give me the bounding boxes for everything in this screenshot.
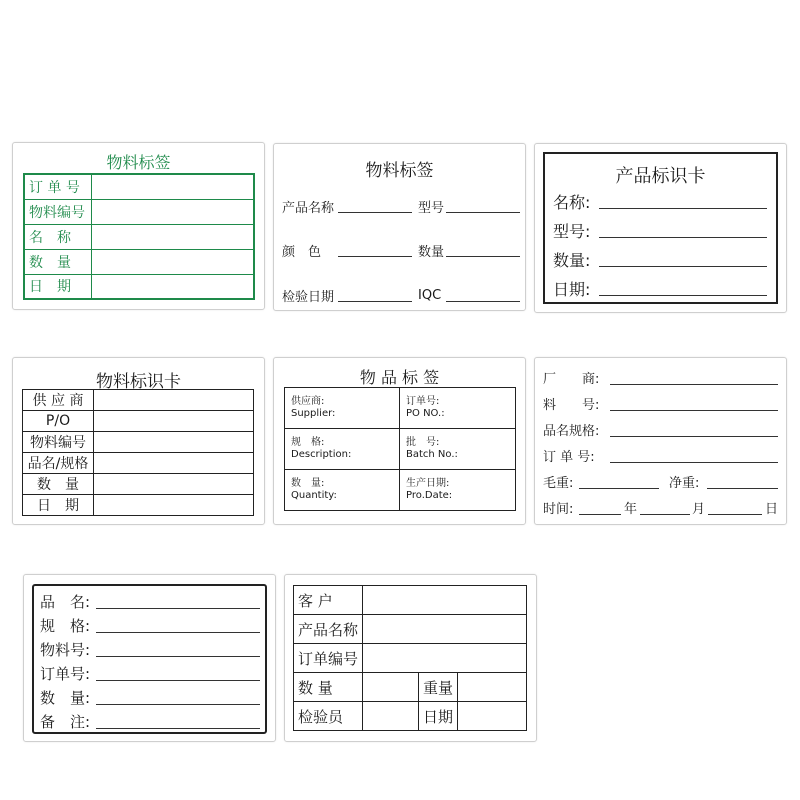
label-table	[22, 389, 254, 516]
order-no-label: 订单编号	[294, 644, 363, 673]
spec-line	[610, 436, 778, 437]
inspect-date-label: 检验日期	[282, 290, 335, 305]
inspect-date-line	[338, 301, 412, 302]
card-title: 物料标签	[365, 161, 434, 181]
table-row	[23, 411, 254, 432]
color-label: 颜 色	[282, 245, 322, 260]
material-label-card-green	[12, 142, 265, 310]
gross-weight-line	[579, 488, 659, 489]
row-label: 供 应 商	[23, 390, 94, 411]
material-label-card-lines	[273, 143, 526, 311]
cell-label-cn: 规 格:	[291, 437, 325, 448]
blank-field	[91, 249, 254, 274]
qty-label: 数量	[418, 245, 445, 260]
blank-field	[94, 495, 254, 516]
cell-label-cn: 订单号:	[406, 396, 440, 407]
cell-label-en: PO NO.:	[406, 408, 445, 419]
blank-field	[363, 702, 419, 731]
name-label: 名称:	[553, 193, 591, 212]
qty-line	[599, 266, 767, 267]
table-row	[24, 199, 254, 224]
label-table	[284, 387, 516, 511]
blank-field	[91, 224, 254, 249]
row-label: 品名/规格	[23, 453, 94, 474]
manufacturer-line	[610, 384, 778, 385]
product-name-label: 产品名称	[282, 201, 335, 216]
qty-label: 数量:	[553, 251, 591, 270]
row-label: 物料编号	[24, 199, 91, 224]
table-row	[294, 615, 527, 644]
qty-label: 数 量:	[40, 689, 91, 707]
order-no-line	[610, 462, 778, 463]
row-label: 名 称	[24, 224, 91, 249]
time-label: 时间:	[543, 502, 574, 517]
label-table	[23, 173, 255, 300]
material-no-line	[610, 410, 778, 411]
product-id-card	[534, 143, 787, 313]
table-row	[285, 429, 516, 470]
blank-field	[363, 644, 527, 673]
row-label: 数 量	[23, 474, 94, 495]
cell-label-cn: 生产日期:	[406, 478, 450, 489]
cell-label-en: Pro.Date:	[406, 490, 453, 501]
blank-field	[94, 390, 254, 411]
inspector-label: 检验员	[294, 702, 363, 731]
card-title: 产品标识卡	[615, 166, 706, 187]
table-row	[23, 474, 254, 495]
model-line	[599, 237, 767, 238]
row-label: P/O	[23, 411, 94, 432]
spec-label: 品名规格:	[543, 424, 600, 439]
gross-weight-label: 毛重:	[543, 476, 574, 491]
blank-field	[91, 199, 254, 224]
net-weight-label: 净重:	[669, 476, 700, 491]
qty-line	[96, 704, 260, 705]
quantity-cell	[285, 470, 400, 511]
order-no-cell	[400, 388, 516, 429]
spec-line	[96, 632, 260, 633]
material-no-label: 物料号:	[40, 641, 91, 659]
year-label: 年	[624, 502, 638, 517]
blank-field	[458, 702, 527, 731]
cell-label-en: Supplier:	[291, 408, 336, 419]
table-row	[24, 274, 254, 299]
blank-field	[363, 615, 527, 644]
customer-label-card	[284, 574, 537, 742]
month-label: 月	[692, 502, 706, 517]
blank-field	[458, 673, 527, 702]
item-name-line	[96, 608, 260, 609]
card-title: 物料标识卡	[96, 372, 181, 392]
qty-label: 数 量	[294, 673, 363, 702]
cell-label-cn: 供应商:	[291, 396, 325, 407]
cell-label-en: Quantity:	[291, 490, 337, 501]
table-row	[285, 470, 516, 511]
blank-field	[91, 274, 254, 299]
blank-field	[91, 174, 254, 199]
model-label: 型号:	[553, 222, 591, 241]
material-id-card	[12, 357, 265, 525]
qty-line	[446, 256, 520, 257]
remarks-line	[96, 728, 260, 729]
color-line	[338, 256, 412, 257]
goods-label-card	[273, 357, 526, 525]
row-label: 日 期	[24, 274, 91, 299]
date-label: 日期:	[553, 280, 591, 299]
spec-label: 规 格:	[40, 617, 91, 635]
customer-label: 客 户	[294, 586, 363, 615]
day-label: 日	[765, 502, 779, 517]
table-row	[23, 495, 254, 516]
supplier-cell	[285, 388, 400, 429]
table-row	[24, 174, 254, 199]
blank-field	[94, 411, 254, 432]
month-line	[640, 514, 690, 515]
iqc-line	[446, 301, 520, 302]
cell-label-en: Description:	[291, 449, 352, 460]
manufacturer-label-card	[534, 357, 787, 525]
name-line	[599, 208, 767, 209]
pro-date-cell	[400, 470, 516, 511]
row-label: 物料编号	[23, 432, 94, 453]
cell-label-cn: 数 量:	[291, 478, 325, 489]
material-no-line	[96, 656, 260, 657]
cell-label-en: Batch No.:	[406, 449, 458, 460]
card-title: 物 品 标 签	[359, 368, 440, 387]
card-title: 物料标签	[106, 153, 171, 172]
table-row	[23, 432, 254, 453]
table-row	[294, 702, 527, 731]
row-label: 订 单 号	[24, 174, 91, 199]
day-line	[708, 514, 762, 515]
weight-label: 重量	[419, 673, 458, 702]
blank-field	[94, 474, 254, 495]
row-label: 日 期	[23, 495, 94, 516]
manufacturer-label: 厂 商:	[543, 372, 600, 387]
blank-field	[94, 453, 254, 474]
table-row	[294, 673, 527, 702]
label-table	[293, 585, 527, 731]
year-line	[579, 514, 621, 515]
net-weight-line	[707, 488, 778, 489]
blank-field	[363, 586, 527, 615]
row-label: 数 量	[24, 249, 91, 274]
blank-field	[94, 432, 254, 453]
blank-field	[363, 673, 419, 702]
table-row	[23, 453, 254, 474]
table-row	[285, 388, 516, 429]
table-row	[294, 644, 527, 673]
product-name-label: 产品名称	[294, 615, 363, 644]
table-row	[294, 586, 527, 615]
order-no-label: 订单号:	[40, 665, 91, 683]
batch-no-cell	[400, 429, 516, 470]
order-no-label: 订 单 号:	[543, 450, 595, 465]
date-label: 日期	[419, 702, 458, 731]
item-name-label: 品 名:	[40, 593, 91, 611]
material-no-label: 料 号:	[543, 398, 600, 413]
model-label: 型号	[418, 201, 445, 216]
item-label-card	[23, 574, 276, 742]
model-line	[446, 212, 520, 213]
table-row	[24, 249, 254, 274]
remarks-label: 备 注:	[40, 713, 91, 731]
product-name-line	[338, 212, 412, 213]
table-row	[24, 224, 254, 249]
date-line	[599, 295, 767, 296]
order-no-line	[96, 680, 260, 681]
spec-cell	[285, 429, 400, 470]
cell-label-cn: 批 号:	[406, 437, 440, 448]
table-row	[23, 390, 254, 411]
iqc-label: IQC	[418, 288, 442, 303]
